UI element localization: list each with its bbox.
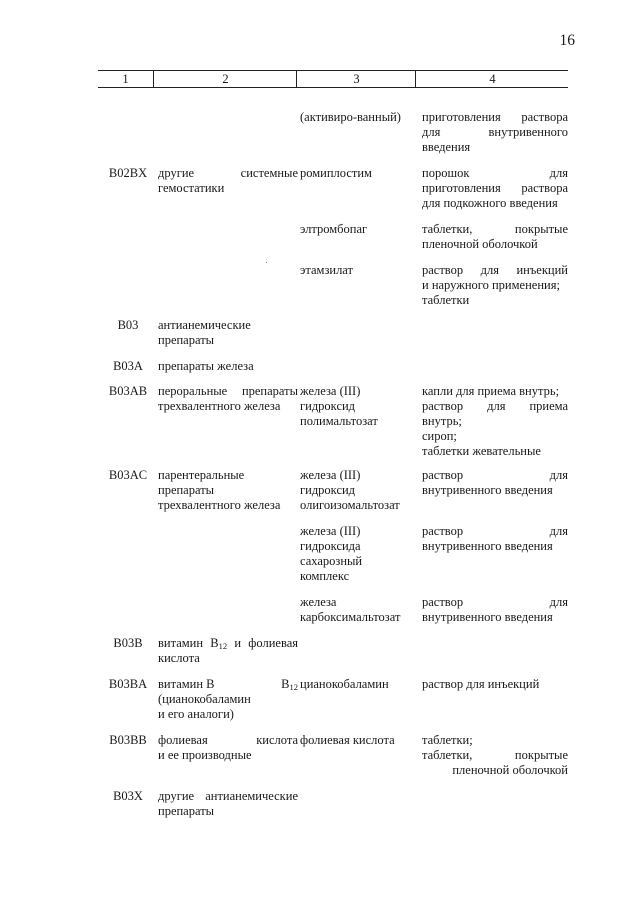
substance-cell: железа (III) гидроксида сахарозный комплекс (300, 524, 363, 583)
column-number-1: 1 (122, 72, 129, 86)
atc-code: B03 (117, 318, 139, 332)
group-name-cell: другие системные гемостатики (158, 166, 298, 195)
substance-cell: элтромбопаг (300, 222, 368, 236)
group-name-cell: препараты железа (158, 359, 254, 373)
atc-code: B03BA (108, 677, 148, 691)
group-name-cell: фолиевая кислота и ее производные (158, 733, 298, 762)
dosage-form-cell: раствор для внутривенного введения (422, 595, 568, 624)
group-name-cell: пероральные препараты трехвалентного железа (158, 384, 298, 413)
atc-code: B02BX (108, 166, 148, 180)
column-number-2: 2 (153, 71, 297, 87)
substance-cell: железа (III) гидроксид олигоизомальтозат (300, 468, 400, 512)
column-number-3: 3 (296, 71, 416, 87)
group-name-cell: витамин B $B_{12}$ (цианокобаламин и его аналоги) (158, 677, 298, 721)
substance-cell: ромиплостим (300, 166, 372, 180)
group-name-cell: парентеральные препараты трехвалентного железа (158, 468, 281, 512)
column-number-4: 4 (415, 71, 569, 87)
atc-code: B03BB (109, 733, 147, 747)
dosage-form-cell: таблетки, покрытые пленочной оболочкой (422, 222, 568, 251)
atc-code: B03B (113, 636, 143, 650)
dosage-form-cell: таблетки; таблетки, покрытые пленочной оболочкой (422, 733, 568, 777)
atc-code: B03A (113, 359, 143, 373)
page-number: 16 (559, 32, 575, 49)
atc-code: B03AC (108, 468, 148, 482)
group-name-cell: антианемические препараты (158, 318, 251, 347)
table-header (98, 70, 568, 88)
substance-cell: цианокобаламин (300, 677, 389, 691)
dosage-form-cell: капли для приема внутрь; раствор для приема внутрь; сироп; таблетки жевательные (422, 384, 568, 458)
substance-cell: железа (III) гидроксид полимальтозат (300, 384, 378, 428)
atc-code: B03AB (108, 384, 148, 398)
dosage-form-cell: раствор для инъекций и наружного применения; таблетки (422, 263, 568, 307)
group-name-cell: витамин $B_{12}$ и фолиевая кислота (158, 636, 298, 665)
dosage-form-cell: приготовления раствора для внутривенного введения (422, 110, 568, 154)
substance-cell: железа карбоксимальтозат (300, 595, 401, 624)
substance-cell: (активиро-ванный) (300, 110, 401, 124)
group-name-cell: другие антианемические препараты (158, 789, 298, 818)
scan-speck (266, 262, 267, 263)
substance-cell: фолиевая кислота (300, 733, 395, 747)
atc-code: B03X (113, 789, 143, 803)
dosage-form-cell: раствор для инъекций (422, 677, 540, 691)
dosage-form-cell: раствор для внутривенного введения (422, 468, 568, 497)
dosage-form-cell: раствор для внутривенного введения (422, 524, 568, 553)
substance-cell: этамзилат (300, 263, 353, 277)
dosage-form-cell: порошок для приготовления раствора для подкожного введения (422, 166, 568, 210)
